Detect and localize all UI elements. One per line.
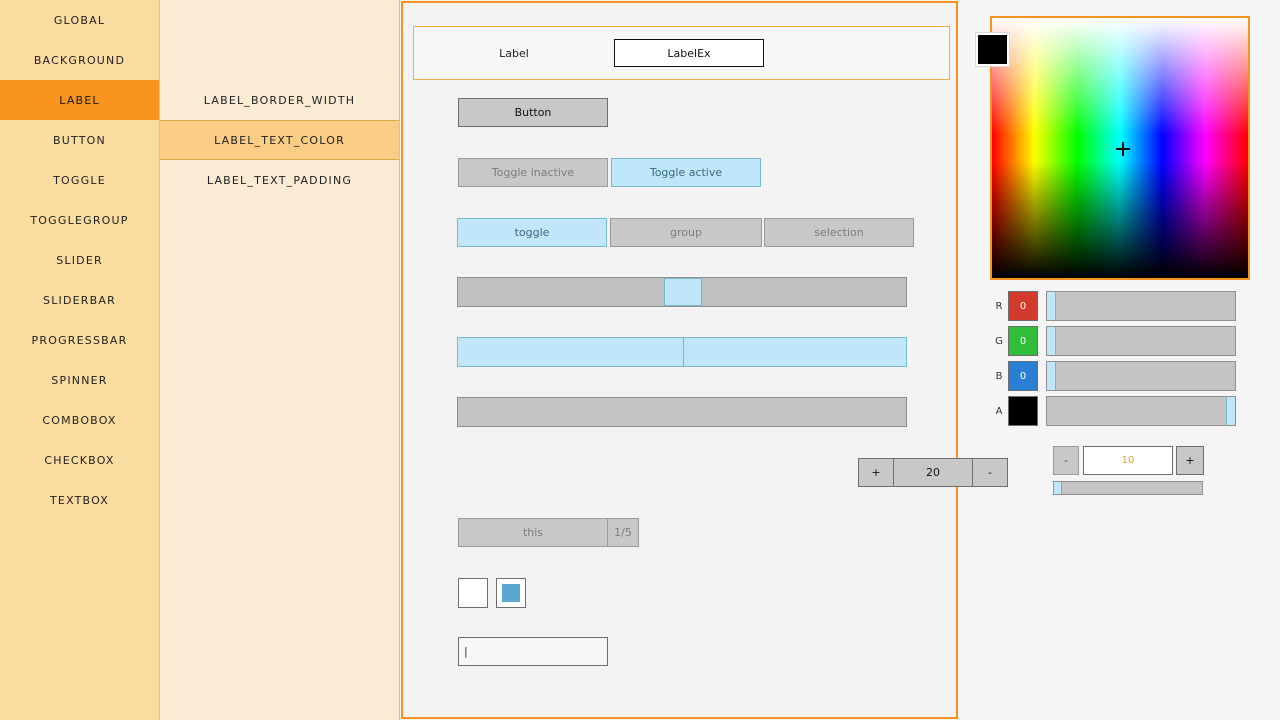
channel-label-green: G <box>995 335 1003 347</box>
togglegroup-option-selection[interactable] <box>764 218 914 247</box>
sliderbar-fill <box>458 338 684 366</box>
alpha-spinner-decrement-label: - <box>1064 454 1068 467</box>
label-group-value[interactable]: LabelEx <box>614 39 764 67</box>
alpha-spinner-value[interactable] <box>1083 446 1173 475</box>
slider-knob[interactable] <box>664 278 702 306</box>
color-picker-panel[interactable] <box>990 16 1250 280</box>
demo-slider[interactable] <box>457 277 907 307</box>
sidebar-item-combobox[interactable] <box>0 400 159 440</box>
color-swatch-preview[interactable] <box>976 33 1009 66</box>
sidebar-item-spinner[interactable] <box>0 360 159 400</box>
sidebar-item-label: GLOBAL <box>53 13 106 27</box>
alpha-spinner-value-label: 10 <box>1121 455 1135 466</box>
label-group <box>413 26 950 80</box>
checkbox-unchecked[interactable] <box>458 578 488 608</box>
textbox-value: | <box>464 645 468 658</box>
spinner-increment-label: + <box>871 466 881 479</box>
toggle-inactive[interactable] <box>458 158 608 187</box>
channel-row-blue <box>990 360 1236 392</box>
alpha-spinner-decrement-button[interactable] <box>1053 446 1079 475</box>
channel-knob-alpha[interactable] <box>1226 397 1235 425</box>
sidebar-item-label: TEXTBOX <box>50 493 109 507</box>
alpha-spinner-increment-label: + <box>1185 454 1195 467</box>
channel-row-green <box>990 325 1236 357</box>
demo-textbox[interactable] <box>458 637 608 666</box>
spinner-value-label: 20 <box>926 466 940 479</box>
widget-preview-panel <box>401 1 992 719</box>
spinner-decrement-label: - <box>988 466 992 479</box>
combobox-counter-label: 1/5 <box>614 526 632 539</box>
demo-button-label: Button <box>514 106 552 119</box>
alpha-slider-bar[interactable] <box>1053 481 1203 495</box>
combobox-value[interactable] <box>458 518 608 547</box>
channel-row-red <box>990 290 1236 322</box>
sidebar-item-togglegroup[interactable] <box>0 200 159 240</box>
spinner-value[interactable] <box>893 458 973 487</box>
channel-slider-blue[interactable] <box>1046 361 1236 391</box>
channel-value-blue[interactable]: 0 <box>1008 361 1038 391</box>
toggle-active-label: Toggle active <box>649 166 723 179</box>
togglegroup-option-label: toggle <box>514 226 550 239</box>
toggle-active[interactable] <box>611 158 761 187</box>
sidebar-item-background[interactable] <box>0 40 159 80</box>
sidebar-item-progressbar[interactable] <box>0 320 159 360</box>
channel-knob-blue[interactable] <box>1047 362 1056 390</box>
sidebar-item-textbox[interactable] <box>0 480 159 520</box>
property-list <box>160 0 400 720</box>
demo-progressbar <box>457 397 907 427</box>
saturation-value-area[interactable] <box>992 18 1248 278</box>
channel-slider-red[interactable] <box>1046 291 1236 321</box>
demo-button[interactable] <box>458 98 608 127</box>
sidebar-item-global[interactable] <box>0 0 159 40</box>
sidebar-item-label-text: LABEL <box>59 93 100 107</box>
sidebar-item-label: BUTTON <box>53 133 106 147</box>
sidebar-item-label: BACKGROUND <box>33 53 126 67</box>
channel-value-red[interactable]: 0 <box>1008 291 1038 321</box>
channel-slider-alpha[interactable] <box>1046 396 1236 426</box>
combobox-counter[interactable] <box>607 518 639 547</box>
property-item-label: LABEL_TEXT_PADDING <box>206 173 353 187</box>
togglegroup-option-label: group <box>670 226 702 239</box>
channel-knob-green[interactable] <box>1047 327 1056 355</box>
checkbox-checked[interactable] <box>496 578 526 608</box>
sidebar-item-label: TOGGLE <box>53 173 106 187</box>
sidebar-item-label: SLIDERBAR <box>43 293 116 307</box>
channel-label-blue: B <box>995 370 1003 382</box>
channel-row-alpha <box>990 395 1236 427</box>
alpha-spinner-increment-button[interactable] <box>1176 446 1204 475</box>
channel-slider-green[interactable] <box>1046 326 1236 356</box>
property-item-label-border-width[interactable] <box>160 80 399 120</box>
sidebar-item-label: COMBOBOX <box>42 413 117 427</box>
sidebar-item-checkbox[interactable] <box>0 440 159 480</box>
togglegroup-option-group[interactable] <box>610 218 762 247</box>
label-group-title: Label <box>499 46 529 60</box>
spinner-decrement-button[interactable] <box>972 458 1008 487</box>
sidebar-item-label: PROGRESSBAR <box>31 333 128 347</box>
checkbox-check-mark <box>502 584 520 602</box>
alpha-slider-knob[interactable] <box>1054 482 1062 494</box>
property-item-label-text-color[interactable] <box>160 120 399 160</box>
sidebar-item-toggle[interactable] <box>0 160 159 200</box>
togglegroup-option-toggle[interactable] <box>457 218 607 247</box>
sidebar-item-button[interactable] <box>0 120 159 160</box>
sidebar-item-label: SPINNER <box>51 373 108 387</box>
demo-sliderbar[interactable] <box>457 337 907 367</box>
channel-label-alpha: A <box>995 405 1003 417</box>
spinner-increment-button[interactable] <box>858 458 894 487</box>
sidebar-item-slider[interactable] <box>0 240 159 280</box>
channel-label-red: R <box>995 300 1003 312</box>
togglegroup-option-label: selection <box>814 226 864 239</box>
property-list-spacer <box>160 0 399 80</box>
sidebar-item-label[interactable] <box>0 80 159 120</box>
toggle-inactive-label: Toggle inactive <box>491 166 575 179</box>
property-item-label-text-padding[interactable] <box>160 160 399 200</box>
sidebar-item-label: CHECKBOX <box>44 453 115 467</box>
sidebar-item-sliderbar[interactable] <box>0 280 159 320</box>
combobox-value-label: this <box>522 526 544 539</box>
property-item-label: LABEL_TEXT_COLOR <box>214 133 345 147</box>
channel-knob-red[interactable] <box>1047 292 1056 320</box>
channel-value-alpha[interactable] <box>1008 396 1038 426</box>
category-sidebar <box>0 0 160 720</box>
sidebar-item-label: TOGGLEGROUP <box>30 213 129 227</box>
sidebar-item-label: SLIDER <box>56 253 103 267</box>
channel-value-green[interactable]: 0 <box>1008 326 1038 356</box>
property-item-label: LABEL_BORDER_WIDTH <box>203 93 356 107</box>
